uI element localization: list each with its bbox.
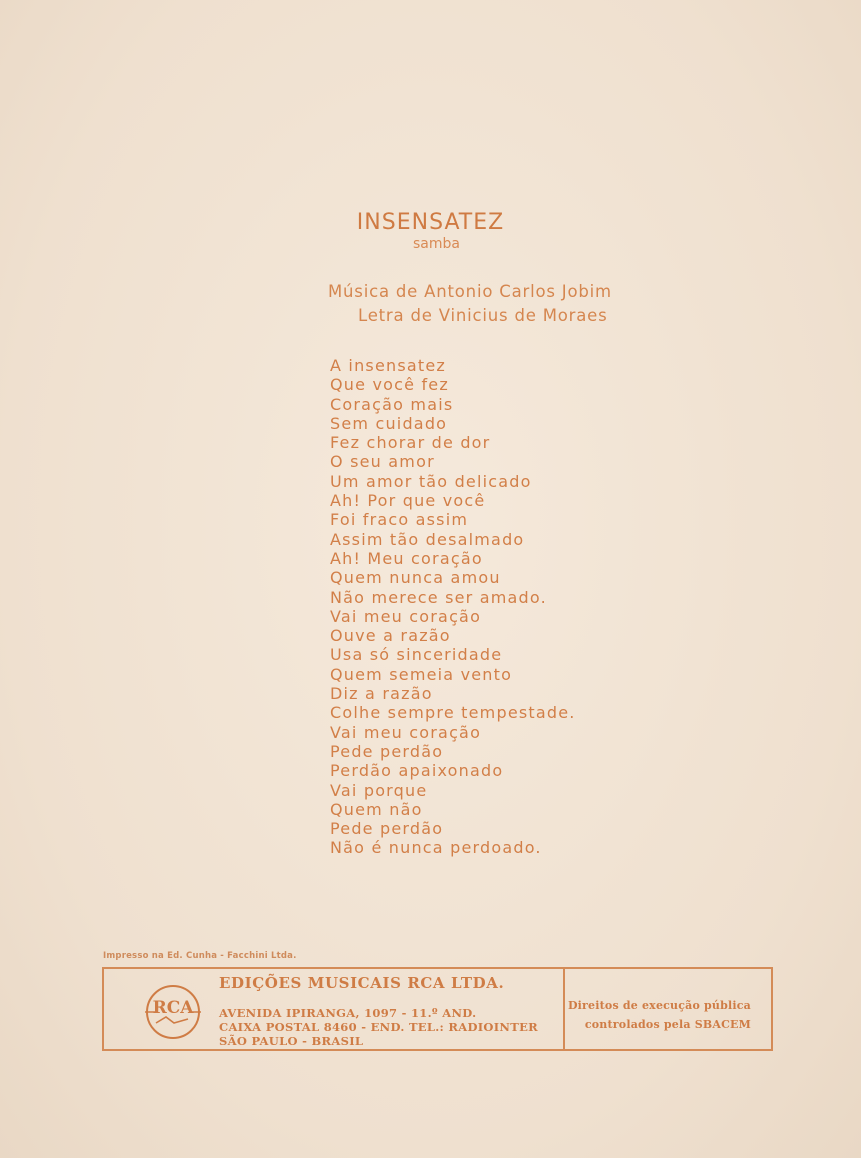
lyric-line: Não merece ser amado. bbox=[330, 587, 547, 607]
lyrics-credit: Letra de Vinicius de Moraes bbox=[358, 306, 608, 325]
rights-line: controlados pela SBACEM bbox=[584, 1018, 751, 1031]
logo-text: RCA bbox=[152, 998, 194, 1018]
lyric-line: Diz a razão bbox=[330, 684, 433, 704]
lyric-line: Vai meu coração bbox=[330, 606, 482, 626]
printer-note: Impresso na Ed. Cunha - Facchini Ltda. bbox=[103, 951, 297, 961]
lyric-line: Quem semeia vento bbox=[330, 664, 513, 684]
lyric-line: Usa só sinceridade bbox=[330, 645, 503, 665]
rca-logo-icon bbox=[144, 983, 202, 1041]
lyric-line: Ah! Meu coração bbox=[330, 548, 483, 568]
address-line: AVENIDA IPIRANGA, 1097 - 11.º AND. bbox=[219, 1006, 477, 1020]
song-genre: samba bbox=[413, 236, 460, 252]
box-divider bbox=[563, 969, 565, 1049]
lyric-line: O seu amor bbox=[330, 452, 435, 472]
lyric-line: Assim tão desalmado bbox=[330, 529, 525, 549]
lyric-line: A insensatez bbox=[330, 356, 446, 375]
song-title: INSENSATEZ bbox=[356, 210, 505, 235]
lyric-line: Pede perdão bbox=[330, 819, 444, 839]
lyric-line: Que você fez bbox=[330, 375, 449, 395]
lyric-line: Não é nunca perdoado. bbox=[330, 838, 542, 858]
publisher-name: EDIÇÕES MUSICAIS RCA LTDA. bbox=[219, 974, 505, 992]
lyric-line: Ah! Por que você bbox=[330, 491, 486, 511]
lyrics-block bbox=[330, 356, 576, 858]
lyric-line: Sem cuidado bbox=[330, 413, 448, 433]
lyric-line: Foi fraco assim bbox=[330, 510, 469, 530]
lyric-line: Fez chorar de dor bbox=[330, 433, 491, 453]
lyric-line: Vai meu coração bbox=[330, 722, 482, 742]
address-line: CAIXA POSTAL 8460 - END. TEL.: RADIOINTER bbox=[219, 1020, 539, 1034]
music-credit: Música de Antonio Carlos Jobim bbox=[328, 282, 612, 301]
lyric-line: Coração mais bbox=[330, 394, 454, 414]
lyric-line: Colhe sempre tempestade. bbox=[330, 703, 576, 723]
lyric-line: Perdão apaixonado bbox=[330, 761, 504, 781]
lyric-line: Vai porque bbox=[330, 780, 428, 800]
lyric-line: Um amor tão delicado bbox=[330, 471, 532, 491]
lyric-line: Quem não bbox=[330, 799, 423, 819]
publisher-box bbox=[102, 967, 773, 1051]
rights-line: Direitos de execução pública bbox=[567, 999, 751, 1012]
address-line: SÃO PAULO - BRASIL bbox=[219, 1034, 364, 1048]
lyric-line: Pede perdão bbox=[330, 741, 444, 761]
lyric-line: Quem nunca amou bbox=[330, 568, 501, 588]
lyric-line: Ouve a razão bbox=[330, 626, 451, 646]
